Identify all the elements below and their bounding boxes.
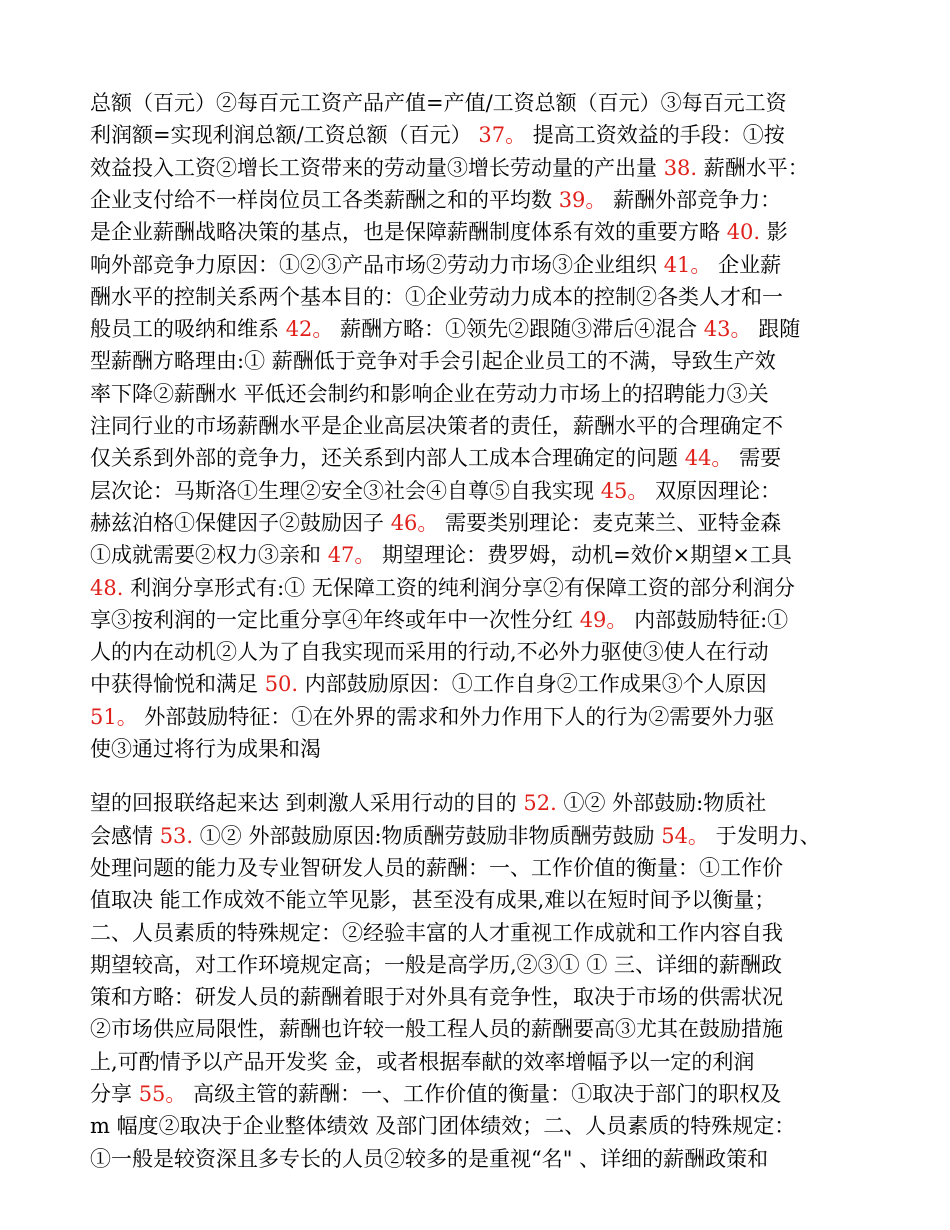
text-line bbox=[90, 379, 870, 409]
text-line bbox=[90, 1047, 870, 1077]
item-number: 43。 bbox=[703, 317, 752, 342]
text-line bbox=[90, 476, 870, 506]
item-number: 39。 bbox=[558, 187, 607, 212]
text-line bbox=[90, 185, 870, 215]
text-run: ①② 外部鼓励:物质社 bbox=[556, 791, 767, 816]
text-line bbox=[90, 508, 870, 538]
text-run: 薪酬水平： bbox=[697, 155, 809, 180]
text-line bbox=[90, 821, 870, 851]
item-number: 53. bbox=[159, 823, 194, 848]
item-number: 49。 bbox=[579, 607, 628, 632]
text-run: 处理问题的能力及专业智研发人员的薪酬：一、工作价值的衡量：①工作价 bbox=[90, 855, 783, 880]
text-line bbox=[90, 918, 870, 948]
text-run: 是企业薪酬战略决策的基点，也是保障薪酬制度体系有效的重要方略 bbox=[90, 220, 727, 245]
text-line bbox=[90, 637, 870, 667]
item-number: 42。 bbox=[285, 317, 334, 342]
text-line bbox=[90, 853, 870, 883]
text-line bbox=[90, 788, 870, 818]
text-run: 策和方略：研发人员的薪酬着眼于对外具有竞争性，取决于市场的供需状况 bbox=[90, 985, 783, 1010]
text-run: 层次论：马斯洛①生理②安全③社会④自尊⑤自我实现 bbox=[90, 478, 601, 503]
text-run: 二、人员素质的特殊规定：②经验丰富的人才重视工作成就和工作内容自我 bbox=[90, 920, 783, 945]
text-run: 外部鼓励特征：①在外界的需求和外力作用下人的行为②需要外力驱 bbox=[137, 704, 775, 729]
item-number: 54。 bbox=[661, 823, 709, 848]
text-run: 跟随 bbox=[751, 317, 801, 342]
text-run: 利润额=实现利润总额/工资总额（百元） bbox=[90, 123, 479, 148]
text-line bbox=[90, 982, 870, 1012]
text-run: 赫兹泊格①保健因子②鼓励因子 bbox=[90, 510, 391, 535]
text-run: 率下降②薪酬水 平低还会制约和影响企业在劳动力市场上的招聘能力③关 bbox=[90, 381, 769, 406]
text-line bbox=[90, 88, 870, 118]
text-run: 仅关系到外部的竞争力，还关系到内部人工成本合理确定的问题 bbox=[90, 446, 685, 471]
text-run: 企业薪 bbox=[711, 252, 782, 277]
text-run: 期望理论：费罗姆，动机=效价×期望×工具 bbox=[375, 543, 792, 568]
text-line bbox=[90, 605, 870, 635]
text-run: 分享 bbox=[90, 1082, 139, 1106]
text-run: 薪酬方略：①领先②跟随③滞后④混合 bbox=[333, 317, 704, 342]
text-line bbox=[90, 950, 870, 980]
text-run: 利润分享形式有:① 无保障工资的纯利润分享②有保障工资的部分利润分 bbox=[123, 575, 795, 600]
text-line bbox=[90, 153, 870, 183]
text-run: 上,可酌情予以产品开发奖 金，或者根据奉献的效率增幅予以一定的利润 bbox=[90, 1049, 755, 1074]
text-line bbox=[90, 346, 870, 376]
text-run: 需要类别理论：麦克莱兰、亚特金森 bbox=[438, 510, 782, 535]
text-run: 期望较高，对工作环境规定高；一般是高学历,②③① ① 三、详细的薪酬政 bbox=[90, 952, 783, 977]
item-number: 37。 bbox=[478, 123, 527, 148]
text-run: 人的内在动机②人为了自我实现而采用的行动,不必外力驱使③使人在行动 bbox=[90, 640, 769, 665]
text-run: 总额（百元）②每百元工资产品产值=产值/工资总额（百元）③每百元工资 bbox=[90, 91, 787, 115]
text-line bbox=[90, 1111, 870, 1141]
text-run: 享③按利润的一定比重分享④年终或年中一次性分红 bbox=[90, 607, 580, 632]
text-line bbox=[90, 250, 870, 280]
text-run: 企业支付给不一样岗位员工各类薪酬之和的平均数 bbox=[90, 187, 559, 212]
text-line bbox=[90, 885, 870, 915]
text-run: 提高工资效益的手段：①按 bbox=[526, 123, 785, 148]
item-number: 55。 bbox=[138, 1082, 187, 1106]
text-line bbox=[90, 120, 870, 150]
text-line bbox=[90, 282, 870, 312]
text-line bbox=[90, 734, 870, 764]
text-run: 内部鼓励特征:① bbox=[627, 607, 789, 632]
item-number: 45。 bbox=[600, 478, 649, 503]
text-run: 需要 bbox=[732, 446, 782, 471]
item-number: 38. bbox=[663, 155, 698, 180]
text-run: ②市场供应局限性，薪酬也许较一般工程人员的薪酬要高③尤其在鼓励措施 bbox=[90, 1017, 783, 1042]
text-run: 中获得愉悦和满足 bbox=[90, 672, 265, 697]
text-run: 会感情 bbox=[90, 823, 160, 848]
text-run: 薪酬外部竞争力： bbox=[606, 187, 782, 212]
text-line bbox=[90, 573, 870, 603]
text-line bbox=[90, 1079, 870, 1109]
text-run: ①成就需要②权力③亲和 bbox=[90, 543, 328, 568]
item-number: 41。 bbox=[663, 252, 712, 277]
text-run: ①一般是较资深且多专长的人员②较多的是重视“名" 、详细的薪酬政策和 bbox=[90, 1146, 769, 1171]
text-run: 响外部竞争力原因：①②③产品市场②劳动力市场③企业组织 bbox=[90, 252, 664, 277]
item-number: 46。 bbox=[390, 510, 439, 535]
text-run: 影 bbox=[760, 220, 788, 245]
item-number: 50. bbox=[264, 672, 299, 697]
text-run: 高级主管的薪酬：一、工作价值的衡量：①取决于部门的职权及 bbox=[186, 1082, 782, 1106]
text-run: 于发明力、 bbox=[708, 823, 821, 848]
text-run: 般员工的吸纳和维系 bbox=[90, 317, 286, 342]
text-run: 内部鼓励原因：①工作自身②工作成果③个人原因 bbox=[298, 672, 767, 697]
item-number: 40. bbox=[726, 220, 761, 245]
text-line bbox=[90, 702, 870, 732]
text-line bbox=[90, 411, 870, 441]
text-line bbox=[90, 669, 870, 699]
text-run: 使③通过将行为成果和渴 bbox=[90, 737, 321, 761]
text-line bbox=[90, 314, 870, 344]
item-number: 47。 bbox=[327, 543, 376, 568]
item-number: 44。 bbox=[684, 446, 733, 471]
text-run: 望的回报联络起来达 到刺激人采用行动的目的 bbox=[90, 791, 524, 816]
text-line bbox=[90, 540, 870, 570]
text-run: 注同行业的市场薪酬水平是企业高层决策者的责任，薪酬水平的合理确定不 bbox=[90, 414, 783, 438]
text-line bbox=[90, 1144, 870, 1174]
text-run: 值取决 能工作成效不能立竿见影，甚至没有成果,难以在短时间予以衡量； bbox=[90, 888, 776, 913]
text-run: ①② 外部鼓励原因:物质酬劳鼓励非物质酬劳鼓励 bbox=[193, 823, 662, 848]
text-run: 效益投入工资②增长工资带来的劳动量③增长劳动量的产出量 bbox=[90, 155, 664, 180]
item-number: 48. bbox=[90, 575, 124, 600]
text-line bbox=[90, 1014, 870, 1044]
text-line bbox=[90, 443, 870, 473]
text-run: 双原因理论： bbox=[648, 478, 782, 503]
text-run: 型薪酬方略理由:① 薪酬低于竞争对手会引起企业员工的不满，导致生产效 bbox=[90, 349, 776, 374]
text-line bbox=[90, 217, 870, 247]
text-run: m 幅度②取决于企业整体绩效 及部门团体绩效；二、人员素质的特殊规定： bbox=[90, 1114, 796, 1139]
item-number: 51。 bbox=[90, 704, 138, 729]
text-run: 酬水平的控制关系两个基本目的：①企业劳动力成本的控制②各类人才和一 bbox=[90, 284, 783, 309]
item-number: 52. bbox=[523, 791, 557, 816]
